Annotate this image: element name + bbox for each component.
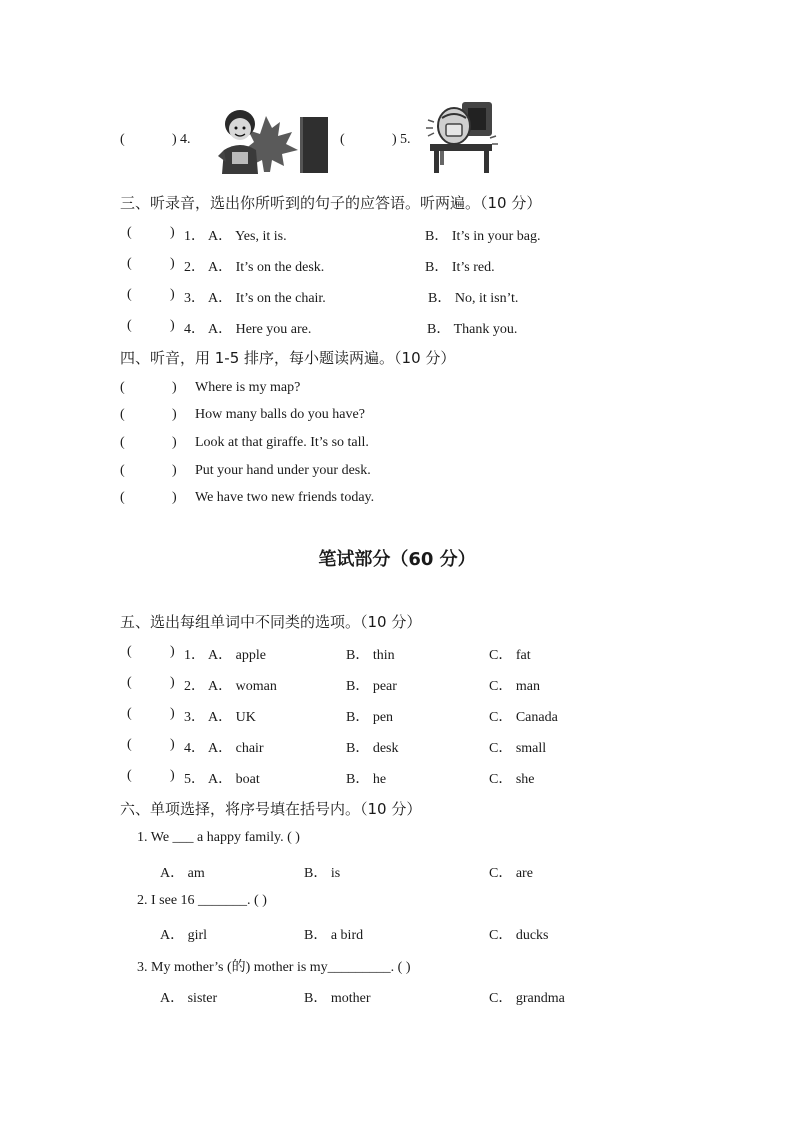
option-a: A． UK — [208, 710, 256, 725]
option-a: A． am — [160, 866, 205, 881]
paren-close: ) — [172, 435, 177, 450]
written-part-title: 笔试部分（60 分） — [318, 549, 476, 570]
option-c: C． small — [489, 741, 547, 756]
item-number: 1． — [184, 229, 205, 244]
paren-open: ( — [127, 706, 132, 721]
option-b: B． It’s red. — [425, 260, 495, 275]
flag-picture — [300, 117, 328, 173]
option-a: A． sister — [160, 991, 218, 1006]
item-number: 4． — [184, 322, 205, 337]
option-a: A． boat — [208, 772, 260, 787]
option-b: B． mother — [304, 991, 371, 1006]
section-6-heading: 六、单项选择，将序号填在括号内。（10 分） — [120, 800, 422, 818]
paren-close: ) — [170, 318, 175, 333]
paren-close: ) — [170, 737, 175, 752]
paren-close: ) — [172, 132, 177, 147]
paren-open: ( — [127, 256, 132, 271]
item-number: 2． — [184, 679, 205, 694]
paren-open: ( — [127, 737, 132, 752]
schoolbag-on-desk-picture — [424, 98, 500, 174]
paren-close: ) — [170, 287, 175, 302]
item-number: 2． — [184, 260, 205, 275]
option-b: B． is — [304, 866, 341, 881]
sentence: How many balls do you have? — [195, 407, 365, 422]
paren-close: ) — [170, 644, 175, 659]
paren-open: ( — [127, 225, 132, 240]
sentence: Where is my map? — [195, 380, 301, 395]
option-b: B． It’s in your bag. — [425, 229, 541, 244]
question-stem: 2. I see 16 _______. ( ) — [137, 893, 267, 908]
option-c: C． fat — [489, 648, 531, 663]
option-c: C． ducks — [489, 928, 549, 943]
option-a: A． apple — [208, 648, 266, 663]
paren-close: ) — [172, 490, 177, 505]
section-4-heading: 四、听音，用 1-5 排序，每小题读两遍。（10 分） — [120, 349, 456, 367]
paren-open: ( — [127, 287, 132, 302]
sentence: Put your hand under your desk. — [195, 463, 371, 478]
sentence: We have two new friends today. — [195, 490, 375, 505]
paren-open: ( — [120, 407, 125, 422]
option-a: A． chair — [208, 741, 264, 756]
paren-close: ) — [172, 463, 177, 478]
sentence: Look at that giraffe. It’s so tall. — [195, 435, 369, 450]
item-number: 3． — [184, 710, 205, 725]
option-a: A． Here you are. — [208, 322, 312, 337]
item-number: 1． — [184, 648, 205, 663]
paren-open: ( — [127, 318, 132, 333]
item-number: 5. — [400, 132, 411, 147]
option-a: A． woman — [208, 679, 277, 694]
option-b: B． pen — [346, 710, 394, 725]
option-a: A． It’s on the desk. — [208, 260, 325, 275]
section-3-heading: 三、听录音，选出你所听到的句子的应答语。听两遍。（10 分） — [120, 194, 542, 212]
paren-open: ( — [127, 675, 132, 690]
paren-close: ) — [170, 256, 175, 271]
paren-close: ) — [392, 132, 397, 147]
item-number: 5． — [184, 772, 205, 787]
paren-close: ) — [170, 675, 175, 690]
question-stem: 3. My mother’s (的) mother is my_________. ( ) — [137, 960, 411, 975]
item-number: 3． — [184, 291, 205, 306]
option-c: C． are — [489, 866, 533, 881]
option-c: C． grandma — [489, 991, 565, 1006]
option-c: C． she — [489, 772, 535, 787]
paren-close: ) — [172, 407, 177, 422]
paren-open: ( — [120, 380, 125, 395]
option-c: C． man — [489, 679, 540, 694]
paren-close: ) — [170, 225, 175, 240]
option-b: B． Thank you. — [427, 322, 518, 337]
paren-open: ( — [127, 768, 132, 783]
section-5-heading: 五、选出每组单词中不同类的选项。（10 分） — [120, 613, 422, 631]
paren-open: ( — [120, 435, 125, 450]
option-b: B． desk — [346, 741, 399, 756]
paren-close: ) — [170, 706, 175, 721]
paren-open: ( — [120, 463, 125, 478]
option-b: B． No, it isn’t. — [428, 291, 519, 306]
item-number: 4. — [180, 132, 191, 147]
option-b: B． thin — [346, 648, 395, 663]
option-b: B． pear — [346, 679, 397, 694]
question-stem: 1. We ___ a happy family. ( ) — [137, 830, 300, 845]
option-a: A． girl — [160, 928, 208, 943]
option-a: A． It’s on the chair. — [208, 291, 326, 306]
item-number: 4． — [184, 741, 205, 756]
paren-close: ) — [172, 380, 177, 395]
paren-open: ( — [340, 132, 345, 147]
paren-open: ( — [120, 490, 125, 505]
option-b: B． he — [346, 772, 387, 787]
paren-close: ) — [170, 768, 175, 783]
paren-open: ( — [120, 132, 125, 147]
option-b: B． a bird — [304, 928, 364, 943]
paren-open: ( — [127, 644, 132, 659]
boy-with-maple-leaf-picture — [214, 106, 300, 174]
option-a: A． Yes, it is. — [208, 229, 287, 244]
option-c: C． Canada — [489, 710, 558, 725]
